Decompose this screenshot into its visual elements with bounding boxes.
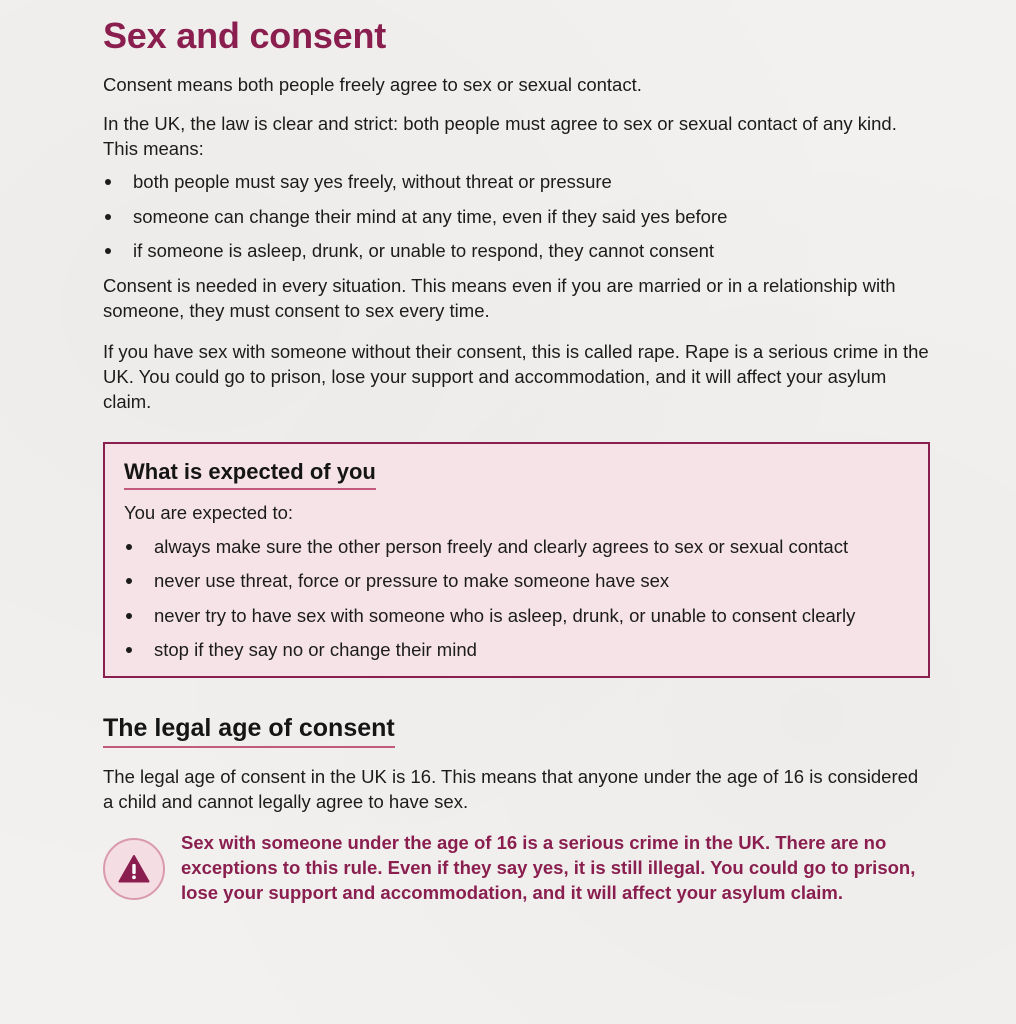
- consent-definition: Consent means both people freely agree to sex or sexual contact.: [103, 74, 642, 95]
- expected-heading: What is expected of you: [124, 457, 376, 490]
- legal-age-paragraph: The legal age of consent in the UK is 16. This means that anyone under the age of 16 is considered a child and cannot legally agree to have sex.: [103, 766, 919, 812]
- warning-triangle-icon: [118, 854, 150, 884]
- expected-of-you-box: [103, 442, 930, 679]
- expected-intro: You are expected to:: [124, 501, 294, 523]
- list-item: both people must say yes freely, without threat or pressure: [103, 169, 933, 194]
- legal-age-heading: The legal age of consent: [103, 712, 395, 748]
- warning-callout: [103, 830, 933, 905]
- list-item: if someone is asleep, drunk, or unable to respond, they cannot consent: [103, 238, 933, 263]
- document-content: [103, 14, 933, 905]
- list-item: always make sure the other person freely and clearly agrees to sex or sexual contact: [124, 534, 910, 559]
- list-item: never use threat, force or pressure to make someone have sex: [124, 568, 910, 593]
- rape-paragraph: If you have sex with someone without their consent, this is called rape. Rape is a serious crime in the UK. You could go to prison, lose your support and accommodation, and it will affect your asylum claim.: [103, 340, 929, 412]
- uk-law-paragraph: In the UK, the law is clear and strict: both people must agree to sex or sexual contact of any kind. This means:: [103, 113, 897, 159]
- every-situation-paragraph: Consent is needed in every situation. This means even if you are married or in a relationship with someone, they must consent to sex every time.: [103, 274, 896, 321]
- law-points-list: [103, 169, 933, 263]
- warning-text: Sex with someone under the age of 16 is a serious crime in the UK. There are no exceptions to this rule. Even if they say yes, it is still illegal. You could go to prison, lose your support and accommodation, and it will affect your asylum claim.: [181, 832, 916, 903]
- list-item: stop if they say no or change their mind: [124, 637, 910, 662]
- list-item: someone can change their mind at any time, even if they said yes before: [103, 204, 933, 229]
- page-title: Sex and consent: [103, 15, 387, 56]
- warning-triangle-icon: [103, 838, 165, 900]
- list-item: never try to have sex with someone who is asleep, drunk, or unable to consent clearly: [124, 603, 910, 628]
- expected-list: [124, 534, 910, 663]
